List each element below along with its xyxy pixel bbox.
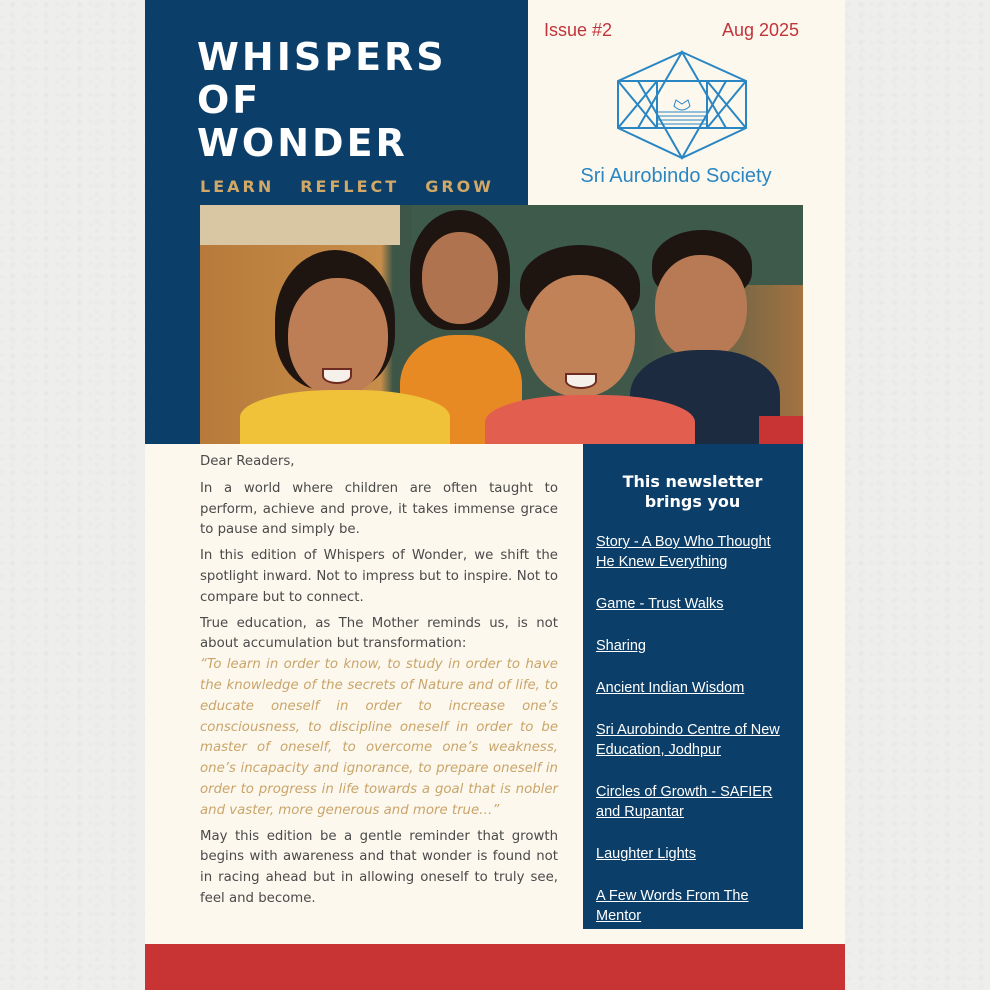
footer-red-bar (145, 944, 845, 990)
title-line: WHISPERS (197, 35, 447, 79)
letter-paragraph: True education, as The Mother reminds us, is not about accumulation but transformation: (200, 615, 558, 652)
tagline-word: LEARN (200, 177, 275, 196)
contents-sidebar (583, 444, 803, 929)
issue-date: Aug 2025 (722, 20, 800, 40)
mother-quote: “To learn in order to know, to study in order to have the knowledge of the secrets of Nature and of life, to educate oneself in order to increase one’s consciousness, to discipline oneself in order to be master of oneself, to overcome one’s weakness, one’s incapacity and ignorance, to prepare oneself in order to progress in life towards a goal that is nobler and vaster, more generous and more true…” (200, 657, 558, 818)
letter-paragraph: In this edition of Whispers of Wonder, we shift the spotlight inward. Not to impress but to inspire. Not to compare but to connect. (200, 548, 558, 605)
title-line: OF (197, 78, 262, 122)
contents-link-laughter-lights[interactable]: Laughter Lights (596, 846, 696, 862)
contents-link-sacne-jodhpur[interactable]: Sri Aurobindo Centre of New Education, Jodhpur (596, 722, 780, 758)
tagline (200, 177, 494, 196)
contents-link-ancient-wisdom[interactable]: Ancient Indian Wisdom (596, 680, 745, 696)
title-line: WONDER (197, 121, 408, 165)
organization-name: Sri Aurobindo Society (580, 165, 772, 187)
contents-link-circles-of-growth[interactable]: Circles of Growth - SAFIER and Rupantar (596, 784, 773, 820)
issue-number: Issue #2 (544, 20, 613, 40)
letter-closing: May this edition be a gentle reminder that growth begins with awareness and that wonder is found not in racing ahead but in allowing oneself to truly see, feel and become. (200, 828, 558, 906)
newsletter-page (145, 0, 845, 990)
contents-link-mentor[interactable]: A Few Words From The Mentor (596, 888, 749, 924)
contents-link-story[interactable]: Story - A Boy Who Thought He Knew Everything (596, 534, 771, 570)
letter-greeting: Dear Readers, (200, 454, 295, 469)
contents-link-game[interactable]: Game - Trust Walks (596, 596, 724, 612)
hero-photo-children (200, 205, 803, 444)
newsletter-title (197, 36, 447, 165)
contents-heading: This newsletter brings you (622, 472, 763, 511)
letter-paragraph: In a world where children are often taught to perform, achieve and prove, it takes immense grace to pause and simply be. (200, 480, 558, 538)
contents-link-sharing[interactable]: Sharing (596, 638, 646, 654)
sri-aurobindo-symbol-icon (616, 50, 748, 162)
tagline-word: REFLECT (300, 177, 400, 196)
editorial-letter (200, 452, 558, 915)
tagline-word: GROW (425, 177, 494, 196)
